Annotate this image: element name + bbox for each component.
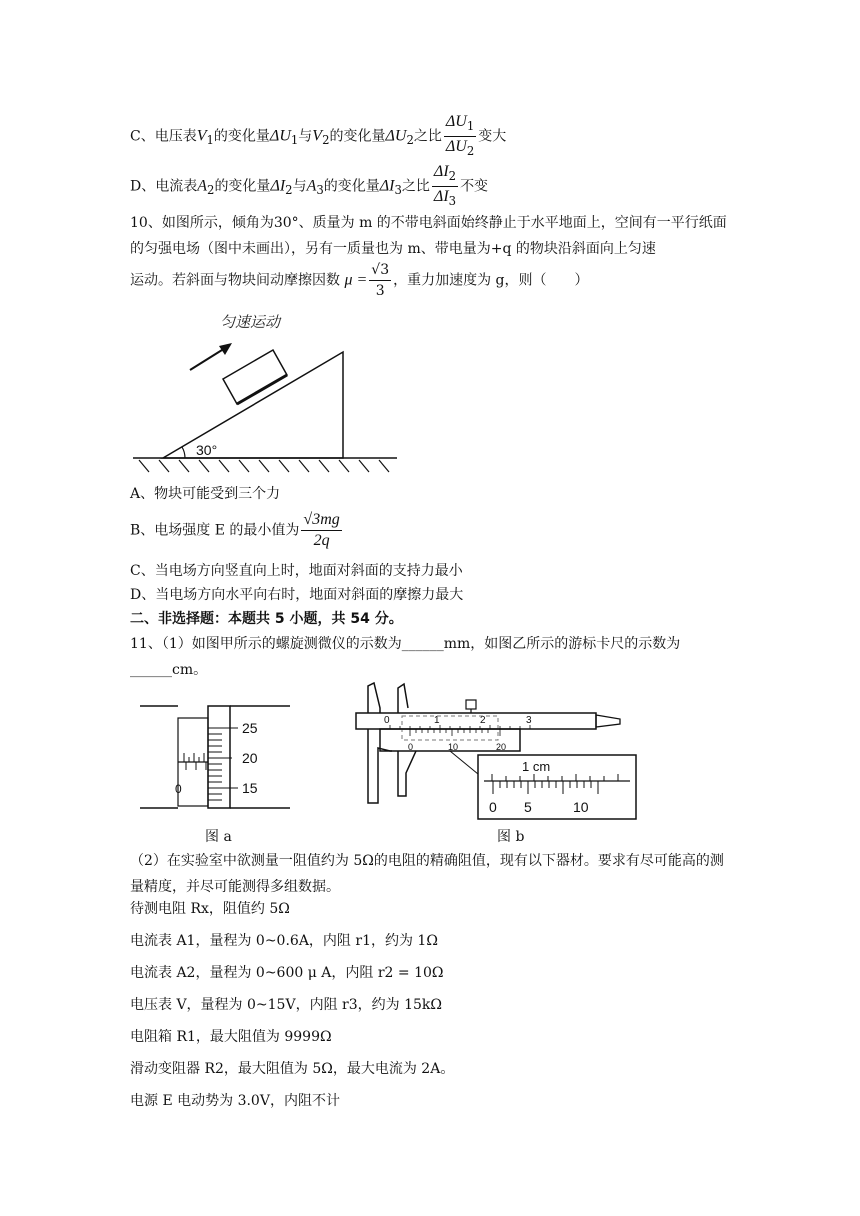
angle-arc <box>182 447 185 458</box>
main-scale-2: 2 <box>480 715 486 726</box>
main-scale-0: 0 <box>384 715 390 726</box>
fig-b-caption: 图 b <box>497 829 525 845</box>
q10-option-a: A、物块可能受到三个力 <box>130 486 281 502</box>
vernier-10: 10 <box>448 742 459 752</box>
vernier-0: 0 <box>408 742 414 752</box>
zoom-scale-0: 0 <box>489 799 497 815</box>
zoom-scale-5: 5 <box>524 799 532 815</box>
zoom-unit: 1 cm <box>522 759 551 774</box>
q10-stem: 10、如图所示，倾角为30°、质量为 m 的不带电斜面始终静止于水平地面上，空间有一平行纸面的匀强电场（图中未画出），另有一质量也为 m、带电量为+q 的物块沿斜面向上匀速 <box>130 215 727 257</box>
zoom-scale-10: 10 <box>573 799 589 815</box>
incline-figure <box>125 305 415 480</box>
main-scale-3: 3 <box>526 715 532 726</box>
q10-stem-line2: 运动。若斜面与物块间动摩擦因数 μ = $\frac{√3}{3}$ ，重力加速度为 g，则（ ） <box>130 262 589 299</box>
main-scale-1: 1 <box>434 715 440 726</box>
equipment-item: 电阻箱 R1，最大阻值为 9999Ω <box>130 1029 332 1045</box>
q11-part1: 11、（1）如图甲所示的螺旋测微仪的示数为______mm，如图乙所示的游标卡尺的示数为______cm。 <box>130 636 681 678</box>
equipment-item: 电流表 A2，量程为 0~600 μ A，内阻 r2 = 10Ω <box>130 965 444 981</box>
block <box>223 350 287 404</box>
thimble-tick-20: 20 <box>242 750 258 766</box>
vernier-20: 20 <box>496 742 507 752</box>
micrometer-figure <box>138 690 298 820</box>
q10-option-b: B、电场强度 E 的最小值为 $\frac{√3mg}{2q}$ <box>130 511 340 549</box>
q9-option-d: D、电流表$A_2$的变化量$\Delta I_2$与$A_3$的变化量$\Delta I_3$之比 $\frac{\Delta I_2}{\Delta I_3}$ 不变 <box>130 163 489 208</box>
q11-part2: （2）在实验室中欲测量一阻值约为 5Ω的电阻的精确阻值，现有以下器材。要求有尽可能高的测量精度，并尽可能测得多组数据。 <box>130 853 724 895</box>
equipment-item: 滑动变阻器 R2，最大阻值为 5Ω，最大电流为 2A。 <box>130 1061 455 1077</box>
q10-option-c: C、当电场方向竖直向上时，地面对斜面的支持力最小 <box>130 563 463 579</box>
angle-label: 30° <box>196 442 218 458</box>
q10-option-d: D、当电场方向水平向右时，地面对斜面的摩擦力最大 <box>130 587 464 603</box>
equipment-item: 电源 E 电动势为 3.0V，内阻不计 <box>130 1093 340 1109</box>
thimble-tick-15: 15 <box>242 780 258 796</box>
equipment-item: 电流表 A1，量程为 0~0.6A，内阻 r1，约为 1Ω <box>130 933 438 949</box>
motion-label: 匀速运动 <box>220 314 281 331</box>
sleeve-zero: 0 <box>175 782 182 796</box>
ground-hatch <box>139 460 389 472</box>
fig-a-caption: 图 a <box>205 829 232 845</box>
equipment-item: 电压表 V，量程为 0~15V，内阻 r3，约为 15kΩ <box>130 997 442 1013</box>
section-heading: 二、非选择题：本题共 5 小题，共 54 分。 <box>130 611 403 627</box>
q9-option-c: C、电压表$V_1$的变化量$\Delta U_1$与$V_2$的变化量$\Delta U_2$之比 $\frac{\Delta U_1}{\Delta U_2}$ 变大 <box>130 113 507 158</box>
thimble-tick-25: 25 <box>242 720 258 736</box>
caliper-figure <box>350 678 640 823</box>
equipment-item: 待测电阻 Rx，阻值约 5Ω <box>130 901 290 917</box>
